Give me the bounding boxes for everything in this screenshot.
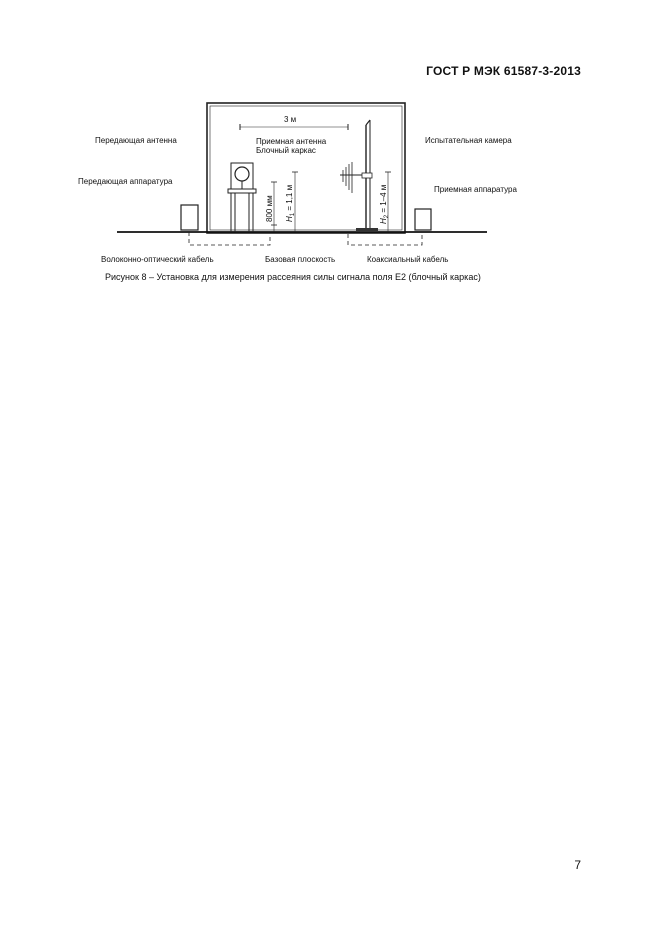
rx-antenna-label: Приемная антенна	[256, 137, 327, 146]
tx-equipment-box	[181, 205, 198, 230]
tx-equipment-label: Передающая аппаратура	[78, 177, 173, 186]
rx-antenna-mast	[340, 120, 378, 232]
h1-label: $H_1 = 1,1$ м	[285, 184, 296, 222]
fiber-cable-label: Волоконно-оптический кабель	[101, 255, 214, 264]
figure-caption	[105, 272, 481, 282]
test-chamber-label: Испытательная камера	[425, 136, 512, 145]
rx-equipment-label: Приемная аппаратура	[434, 185, 517, 194]
tx-antenna-stand	[228, 163, 256, 232]
subrack-label: Блочный каркас	[256, 146, 316, 155]
measurement-setup-figure	[0, 0, 661, 300]
coax-cable-label: Коаксиальный кабель	[367, 255, 449, 264]
document-header: ГОСТ Р МЭК 61587-3-2013	[426, 64, 581, 78]
page-number: 7	[574, 858, 581, 872]
h2-label: $H_2 = 1-4$ м	[379, 184, 390, 224]
height-800-label: 800 мм	[265, 195, 274, 222]
rx-equipment-box	[415, 209, 431, 230]
ground-plane-label: Базовая плоскость	[265, 255, 336, 264]
distance-label: 3 м	[284, 115, 297, 124]
fiber-cable-dashed	[189, 232, 270, 245]
caption-prefix: Рисунок 8	[105, 272, 147, 282]
caption-text: – Установка для измерения рассеяния силы сигнала поля Е2 (блочный каркас)	[146, 272, 481, 282]
tx-antenna-label: Передающая антенна	[95, 136, 177, 145]
coax-cable-dashed	[348, 232, 422, 245]
test-chamber-outline	[207, 103, 405, 233]
